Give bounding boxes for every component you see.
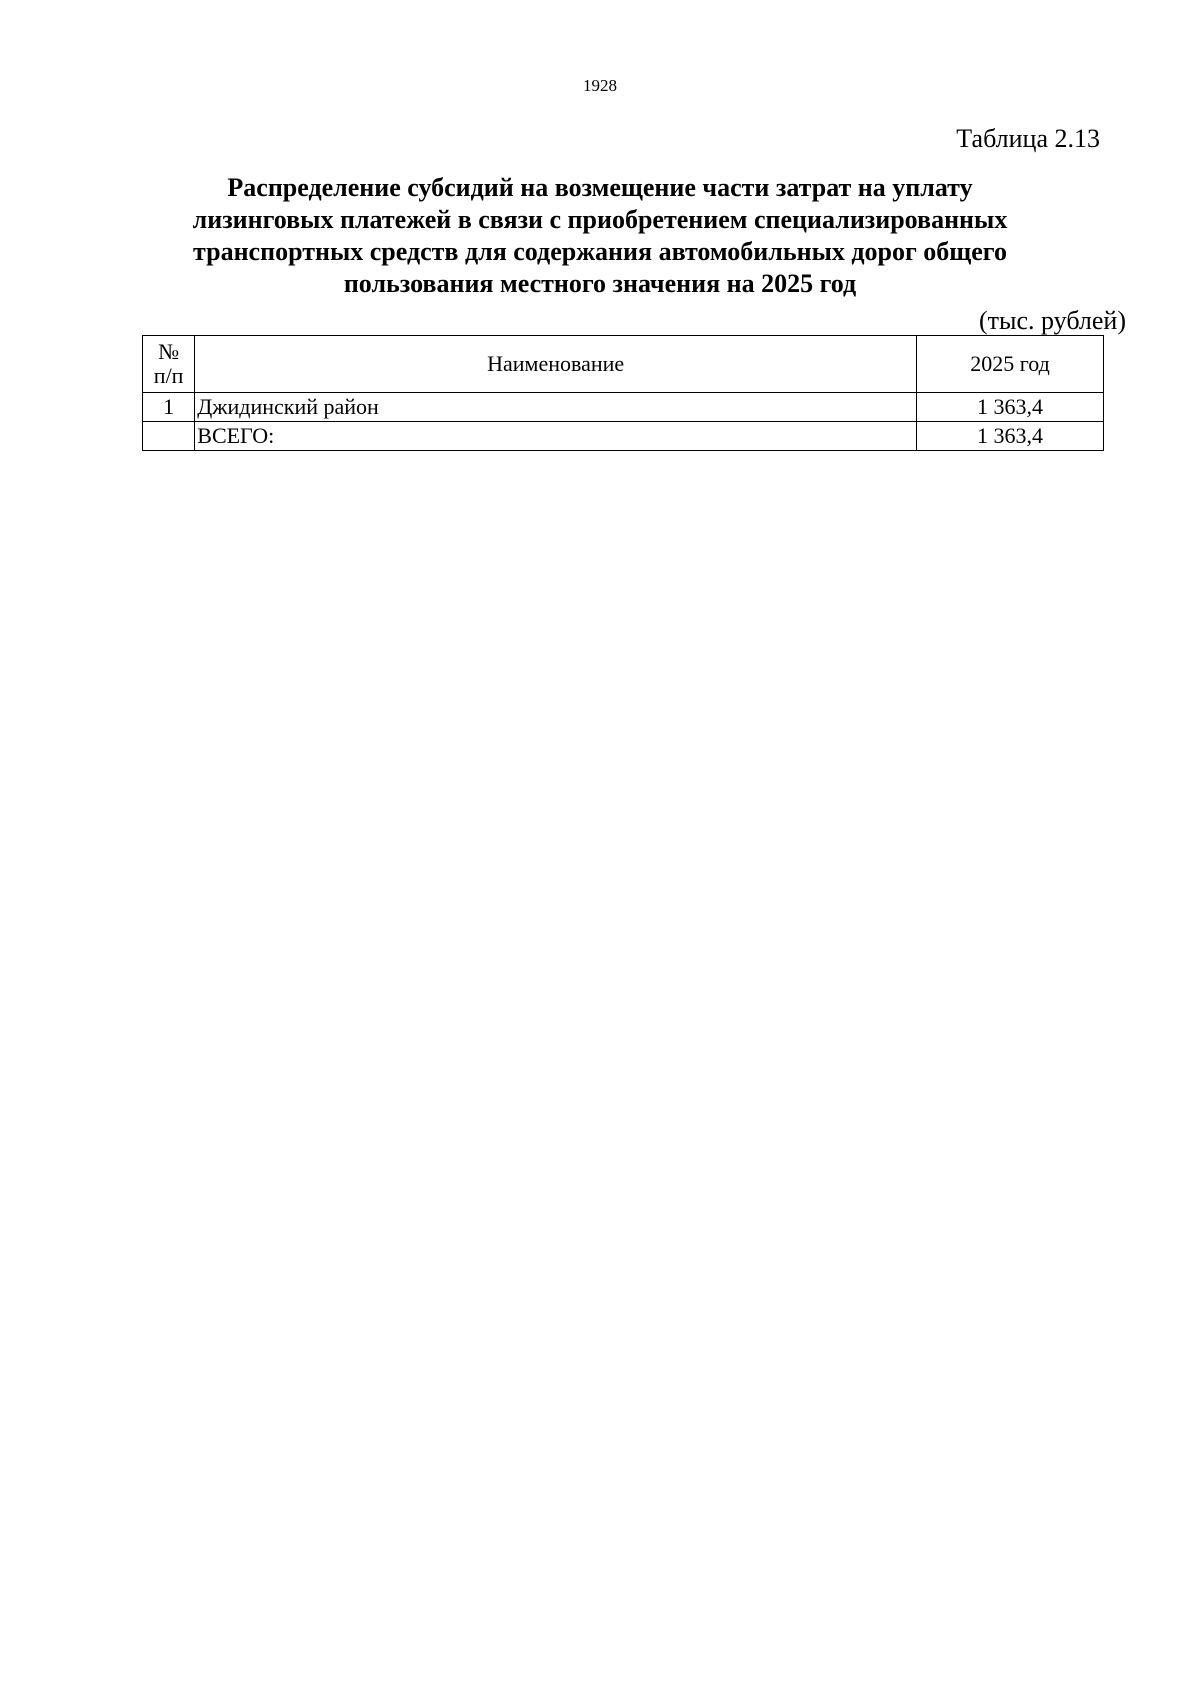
header-name: Наименование <box>195 336 917 393</box>
row-number: 1 <box>143 393 195 422</box>
row-number <box>143 422 195 451</box>
title-line: транспортных средств для содержания автомобильных дорог общего <box>193 237 1007 266</box>
page-number: 1928 <box>583 76 617 95</box>
header-number <box>143 336 195 393</box>
unit-label: (тыс. рублей) <box>978 306 1126 335</box>
table-total-row <box>143 422 1104 451</box>
row-value: 1 363,4 <box>917 393 1104 422</box>
subsidy-table <box>142 335 1104 451</box>
title-line: Распределение субсидий на возмещение части затрат на уплату <box>227 173 973 202</box>
header-year: 2025 год <box>917 336 1104 393</box>
header-number-abbr: п/п <box>153 363 184 388</box>
title-line: пользования местного значения на 2025 год <box>343 269 857 298</box>
row-name: Джидинский район <box>195 393 917 422</box>
document-title <box>120 172 1080 300</box>
table-row <box>143 393 1104 422</box>
table-label: Таблица 2.13 <box>956 124 1100 153</box>
title-line: лизинговых платежей в связи с приобретением специализированных <box>192 205 1008 234</box>
row-name: ВСЕГО: <box>195 422 917 451</box>
row-value: 1 363,4 <box>917 422 1104 451</box>
table-header-row <box>143 336 1104 393</box>
header-number-symbol: № <box>158 339 180 364</box>
